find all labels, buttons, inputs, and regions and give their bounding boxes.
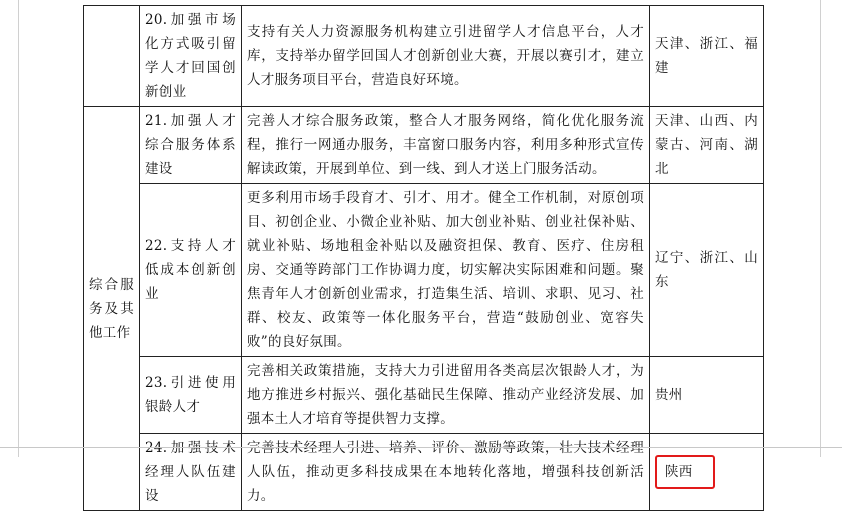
page-bottom-line <box>0 447 842 448</box>
region-cell <box>650 434 764 511</box>
content-cell: 完善技术经理人引进、培养、评价、激励等政策，壮大技术经理人队伍，推动更多科技成果在本地转化落地，增强科技创新活力。 <box>242 434 650 511</box>
table-row <box>84 184 764 357</box>
item-cell: 23.引进使用银龄人才 <box>140 357 242 434</box>
content-cell: 完善人才综合服务政策，整合人才服务网络，简化优化服务流程，推行一网通办服务，丰富窗口服务内容，利用多种形式宣传解读政策，开展到单位、到一线、到人才送上门服务活动。 <box>242 107 650 184</box>
content-cell: 更多利用市场手段育才、引才、用才。健全工作机制，对原创项目、初创企业、小微企业补贴、加大创业补贴、创业社保补贴、就业补贴、场地租金补贴以及融资担保、教育、医疗、住房租房、交通等跨部门工作协调力度，切实解决实际困难和问题。聚焦青年人才创新创业需求，打造集生活、培训、求职、见习、社群、校友、政策等一体化服务平台，营造“鼓励创业、宽容失败”的良好氛围。 <box>242 184 650 357</box>
page-margin-line-left <box>18 0 19 457</box>
region-cell: 天津、山西、内蒙古、河南、湖北 <box>650 107 764 184</box>
content-cell: 支持有关人力资源服务机构建立引进留学人才信息平台，人才库，支持举办留学回国人才创新创业大赛，开展以赛引才，建立人才服务项目平台，营造良好环境。 <box>242 6 650 107</box>
highlighted-region: 陕西 <box>655 455 715 489</box>
category-label: 综合服务及其他工作 <box>89 276 134 341</box>
category-cell-empty <box>84 6 140 107</box>
policy-table <box>83 5 764 511</box>
item-cell: 20.加强市场化方式吸引留学人才回国创新创业 <box>140 6 242 107</box>
region-cell: 辽宁、浙江、山东 <box>650 184 764 357</box>
item-cell: 24.加强技术经理人队伍建设 <box>140 434 242 511</box>
region-cell: 贵州 <box>650 357 764 434</box>
item-cell: 22.支持人才低成本创新创业 <box>140 184 242 357</box>
table-row <box>84 6 764 107</box>
content-cell: 完善相关政策措施，支持大力引进留用各类高层次银龄人才，为地方推进乡村振兴、强化基础民生保障、推动产业经济发展、加强本土人才培育等提供智力支撑。 <box>242 357 650 434</box>
item-cell: 21.加强人才综合服务体系建设 <box>140 107 242 184</box>
page-margin-line-right <box>820 0 821 457</box>
region-cell: 天津、浙江、福建 <box>650 6 764 107</box>
table-row <box>84 357 764 434</box>
table-row <box>84 434 764 511</box>
table-row <box>84 107 764 184</box>
category-cell <box>84 107 140 511</box>
